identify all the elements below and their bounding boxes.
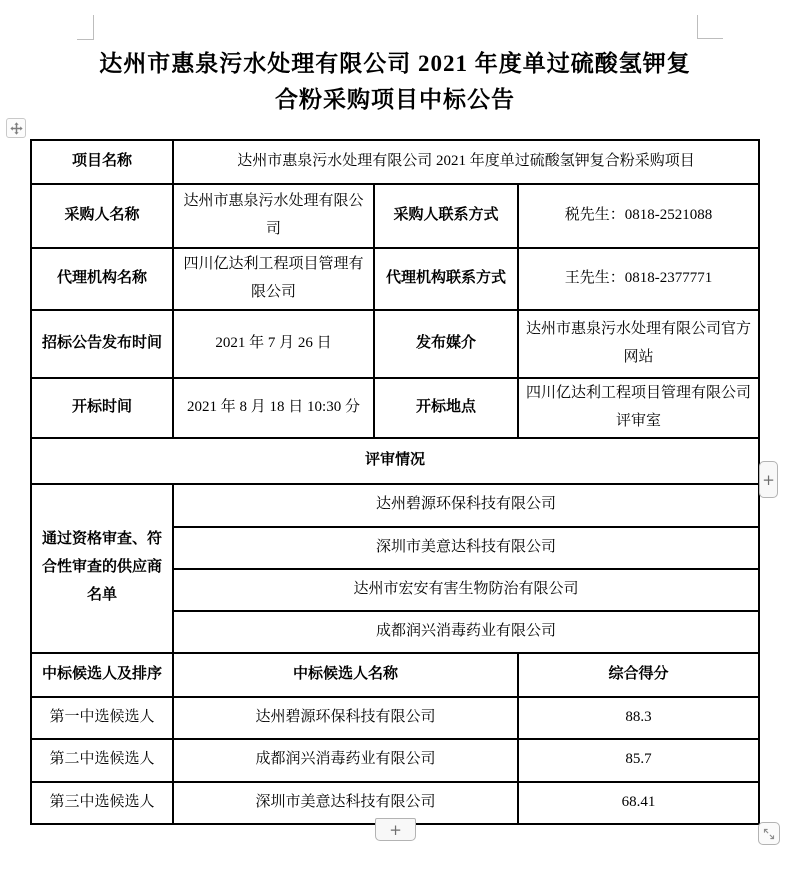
table-row <box>31 739 759 782</box>
agency-contact-value[interactable]: 王先生：0818-2377771 <box>518 248 759 310</box>
candidate-score-cell[interactable]: 85.7 <box>518 739 759 782</box>
project-name-value[interactable]: 达州市惠泉污水处理有限公司 2021 年度单过硫酸氢钾复合粉采购项目 <box>173 140 759 184</box>
table-move-handle[interactable] <box>6 118 26 138</box>
bid-opening-time-value[interactable]: 2021 年 8 月 18 日 10:30 分 <box>173 378 374 438</box>
agency-label[interactable]: 代理机构名称 <box>31 248 173 310</box>
publish-media-value[interactable]: 达州市惠泉污水处理有限公司官方网站 <box>518 310 759 378</box>
announce-date-label[interactable]: 招标公告发布时间 <box>31 310 173 378</box>
table-row <box>31 184 759 248</box>
document-title-line2[interactable]: 合粉采购项目中标公告 <box>275 87 515 112</box>
plus-icon: + <box>389 820 402 839</box>
table-row <box>31 484 759 527</box>
table-row <box>31 248 759 310</box>
page-margin-corner-top-right <box>697 15 723 39</box>
project-name-label[interactable]: 项目名称 <box>31 140 173 184</box>
table-row <box>31 653 759 697</box>
candidate-rank-header[interactable]: 中标候选人及排序 <box>31 653 173 697</box>
table-row <box>31 140 759 184</box>
review-section-header[interactable]: 评审情况 <box>31 438 759 484</box>
candidate-name-cell[interactable]: 成都润兴消毒药业有限公司 <box>173 739 518 782</box>
table-row <box>31 697 759 739</box>
candidate-rank-cell[interactable]: 第三中选候选人 <box>31 782 173 824</box>
purchaser-contact-label[interactable]: 采购人联系方式 <box>374 184 518 248</box>
candidate-score-header[interactable]: 综合得分 <box>518 653 759 697</box>
bid-opening-place-label[interactable]: 开标地点 <box>374 378 518 438</box>
document-title[interactable] <box>0 46 790 118</box>
supplier-name-cell[interactable]: 达州碧源环保科技有限公司 <box>173 484 759 527</box>
insert-row-button[interactable] <box>375 818 416 841</box>
table-row <box>31 378 759 438</box>
qualified-suppliers-label[interactable]: 通过资格审查、符合性审查的供应商名单 <box>31 484 173 653</box>
purchaser-contact-value[interactable]: 税先生：0818-2521088 <box>518 184 759 248</box>
agency-contact-label[interactable]: 代理机构联系方式 <box>374 248 518 310</box>
insert-column-button[interactable] <box>759 461 778 498</box>
purchaser-label[interactable]: 采购人名称 <box>31 184 173 248</box>
bid-opening-time-label[interactable]: 开标时间 <box>31 378 173 438</box>
candidate-name-cell[interactable]: 深圳市美意达科技有限公司 <box>173 782 518 824</box>
plus-icon: + <box>762 470 775 489</box>
candidate-score-cell[interactable]: 88.3 <box>518 697 759 739</box>
supplier-name-cell[interactable]: 深圳市美意达科技有限公司 <box>173 527 759 569</box>
candidate-rank-cell[interactable]: 第一中选候选人 <box>31 697 173 739</box>
agency-value[interactable]: 四川亿达利工程项目管理有限公司 <box>173 248 374 310</box>
candidate-score-cell[interactable]: 68.41 <box>518 782 759 824</box>
purchaser-value[interactable]: 达州市惠泉污水处理有限公司 <box>173 184 374 248</box>
document-title-line1[interactable]: 达州市惠泉污水处理有限公司 2021 年度单过硫酸氢钾复 <box>99 51 691 76</box>
announce-date-value[interactable]: 2021 年 7 月 26 日 <box>173 310 374 378</box>
announcement-table <box>30 139 760 825</box>
candidate-name-cell[interactable]: 达州碧源环保科技有限公司 <box>173 697 518 739</box>
move-arrows-icon <box>10 122 23 135</box>
candidate-rank-cell[interactable]: 第二中选候选人 <box>31 739 173 782</box>
table-resize-handle[interactable] <box>758 822 780 845</box>
bid-opening-place-value[interactable]: 四川亿达利工程项目管理有限公司评审室 <box>518 378 759 438</box>
publish-media-label[interactable]: 发布媒介 <box>374 310 518 378</box>
candidate-name-header[interactable]: 中标候选人名称 <box>173 653 518 697</box>
table-row <box>31 438 759 484</box>
page-margin-corner-top-left <box>77 15 94 40</box>
table-row <box>31 310 759 378</box>
supplier-name-cell[interactable]: 成都润兴消毒药业有限公司 <box>173 611 759 653</box>
diagonal-resize-icon <box>762 827 776 841</box>
supplier-name-cell[interactable]: 达州市宏安有害生物防治有限公司 <box>173 569 759 611</box>
